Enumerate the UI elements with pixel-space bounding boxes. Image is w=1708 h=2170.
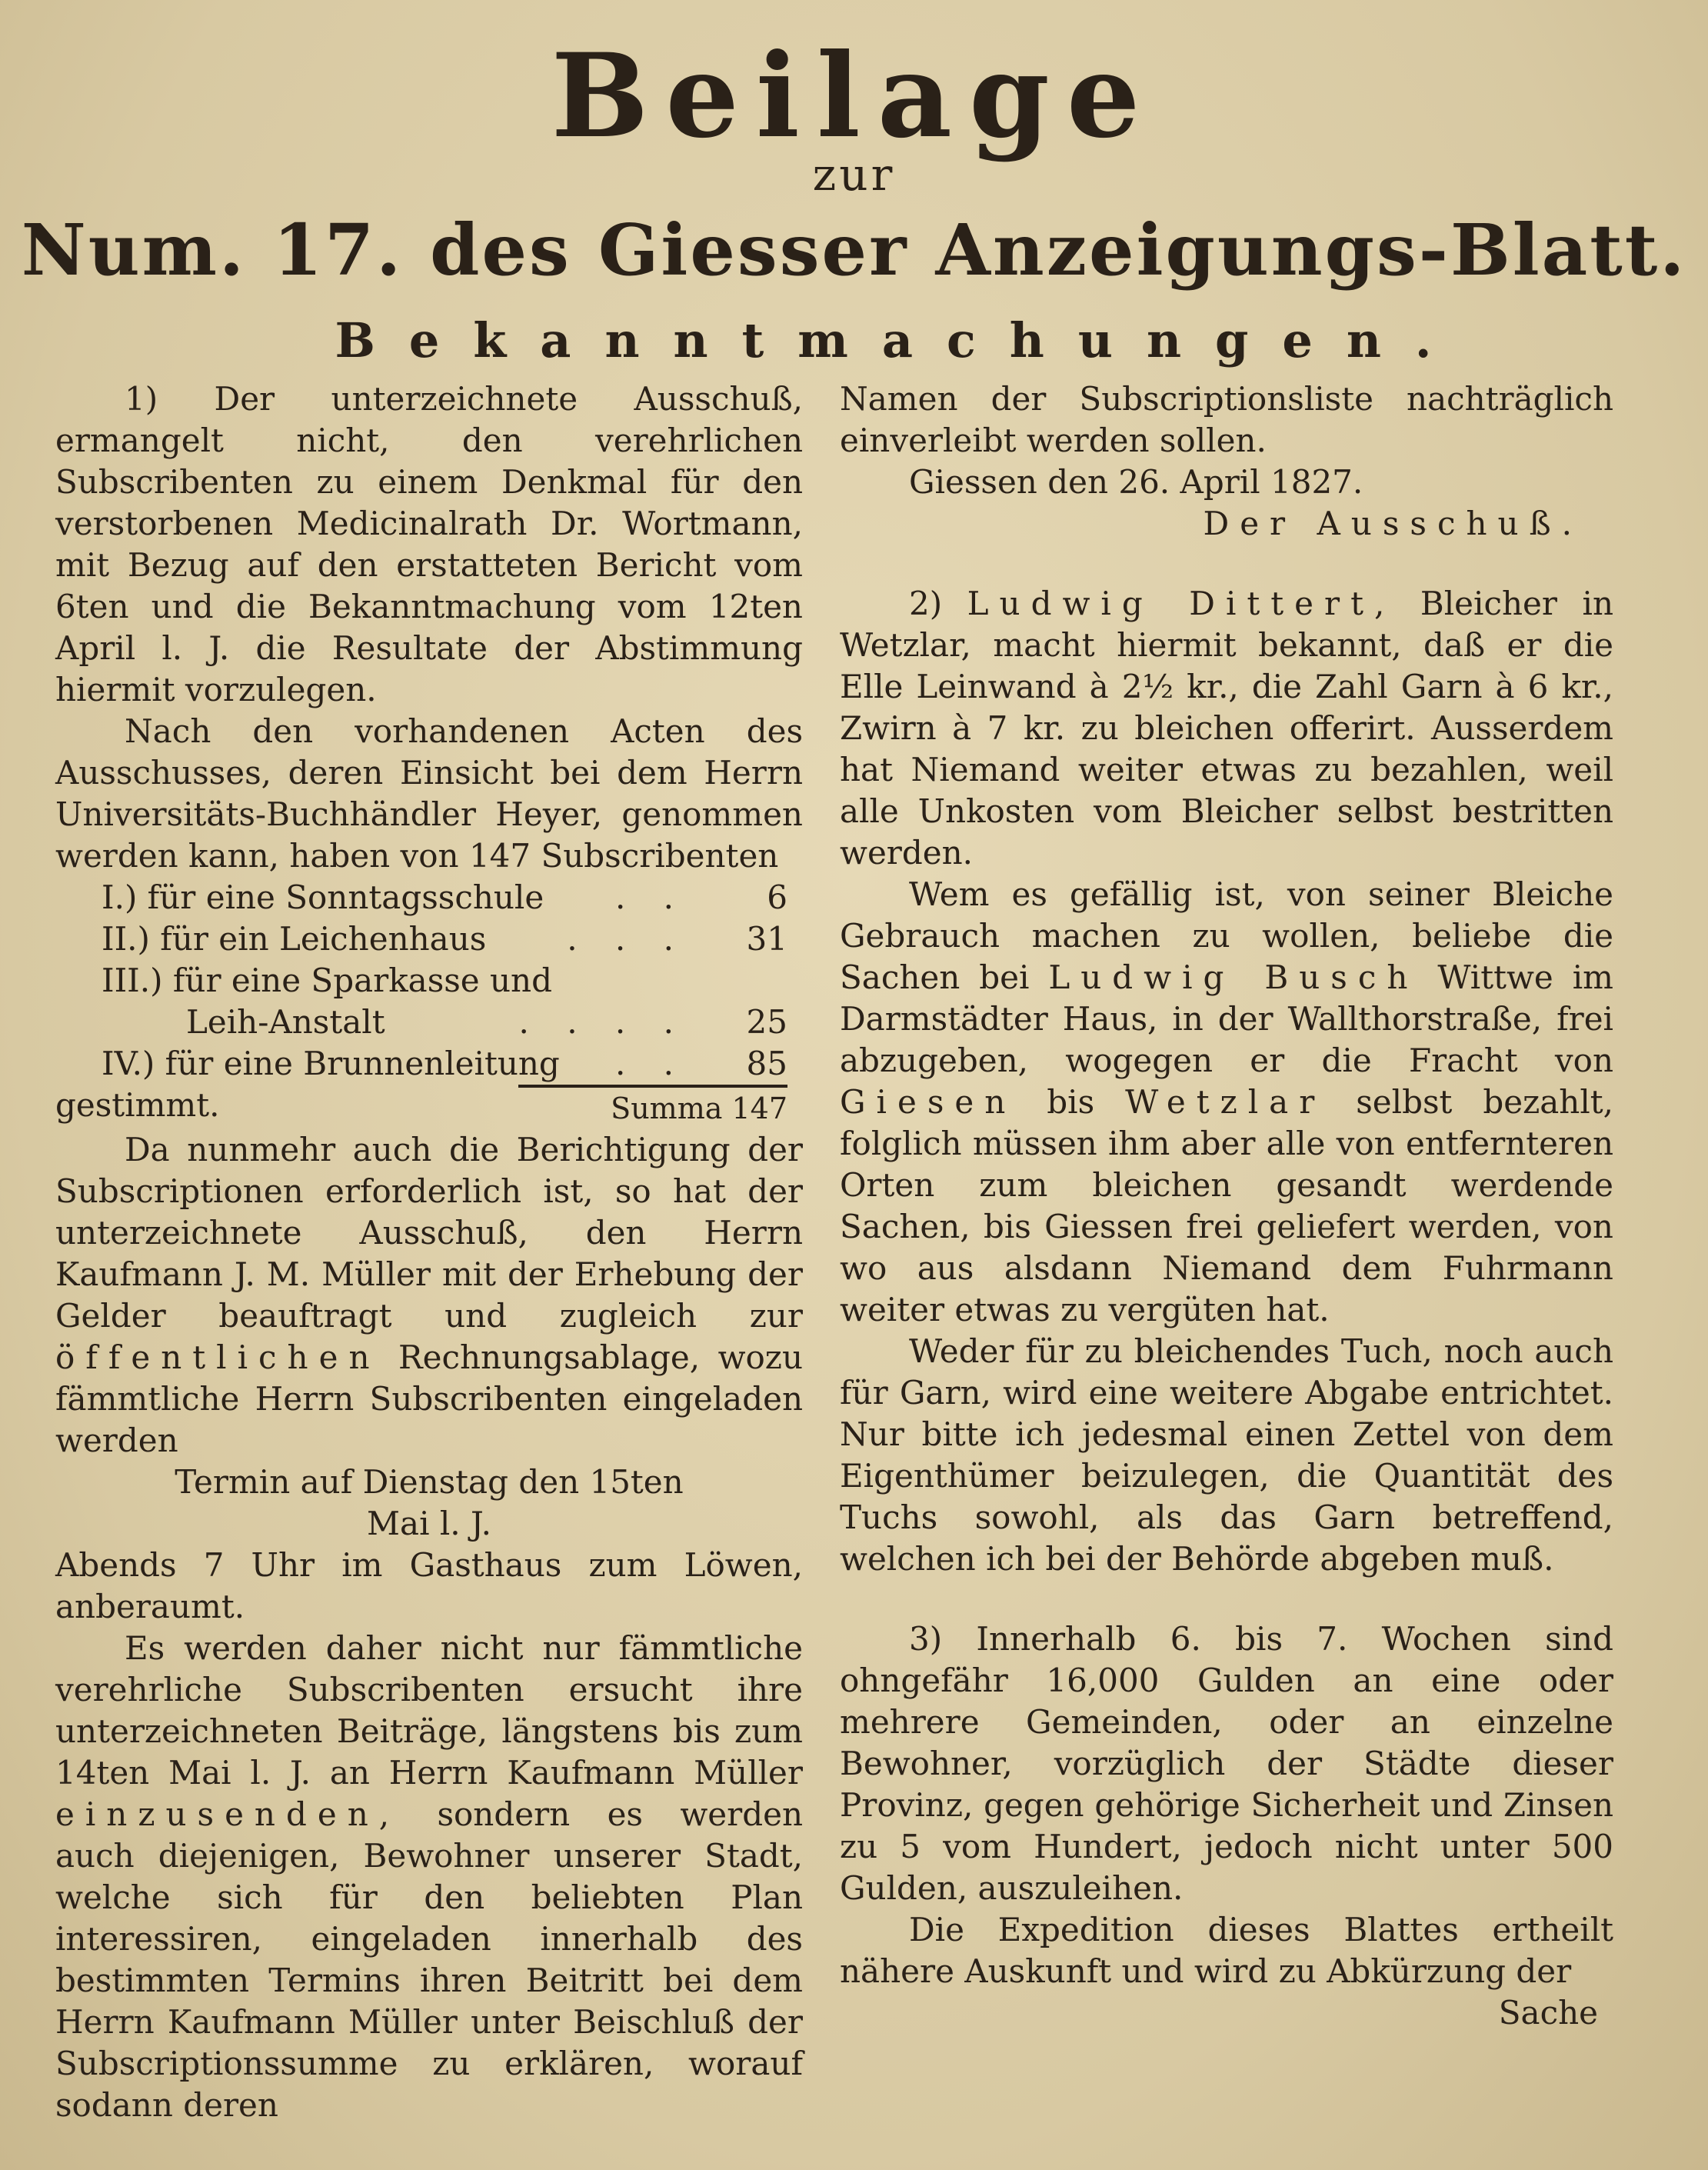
vote-dots: . . — [614, 878, 688, 916]
vote-label: II.) für ein Leichenhaus — [102, 920, 487, 958]
right-paragraph-1: Namen der Subscriptionsliste nachträglich einverleibt werden sollen. — [840, 380, 1613, 459]
person-name: Ludwig Busch — [1048, 958, 1419, 996]
person-name: Ludwig Dittert, — [967, 585, 1396, 622]
text-span: 2) — [909, 585, 943, 622]
vote-row — [55, 1002, 803, 1043]
vote-label: I.) für eine Sonntagsschule — [102, 878, 544, 916]
text-span: Rechnungsablage, wozu fämmtliche Herrn Subscribenten eingeladen werden — [55, 1338, 803, 1459]
vote-count: 25 — [746, 1003, 787, 1041]
emphasis-text: öffentlichen — [55, 1338, 381, 1376]
vote-count: 31 — [746, 920, 787, 958]
right-paragraph-6: Die Expedition dieses Blattes ertheilt nähere Auskunft und wird zu Abkürzung der — [840, 1911, 1613, 1990]
right-column — [840, 378, 1613, 2034]
left-paragraph-1: 1) Der unterzeichnete Ausschuß, ermangelt nicht, den verehrlichen Subscribenten zu einem Denkmal für den verstorbenen Medicinalrath Dr. Wortmann, mit Bezug auf den erstatteten Bericht vom 6ten und die Bekanntmachung vom 12ten April l. J. die Resultate der Abstimmung hiermit vorzulegen. — [55, 380, 803, 708]
title-zur: zur — [812, 148, 896, 201]
dateline: Giessen den 26. April 1827. — [909, 463, 1363, 501]
vote-row — [55, 918, 803, 960]
signature: Der Ausschuß. — [1203, 505, 1583, 542]
vote-count: 85 — [746, 1045, 787, 1082]
catchword: Sache — [1498, 1994, 1598, 2032]
vote-label: III.) für eine Sparkasse und — [102, 962, 552, 999]
vote-list — [55, 877, 803, 1129]
termin-line-2: Mai l. J. — [367, 1505, 491, 1542]
vote-count: 6 — [767, 878, 787, 916]
left-paragraph-4: Abends 7 Uhr im Gasthaus zum Löwen, anberaumt. — [55, 1546, 803, 1625]
gestimmt-text: gestimmt. — [55, 1086, 220, 1124]
right-paragraph-5: 3) Innerhalb 6. bis 7. Wochen sind ohngefähr 16,000 Gulden an eine oder mehrere Gemeinden, oder an einzelne Bewohner, vorzüglich der Städte dieser Provinz, gegen gehörige Sicherheit und Zinsen zu 5 vom Hundert, jedoch nicht unter 500 Gulden, auszuleihen. — [840, 1620, 1613, 1907]
right-paragraph-2 — [840, 583, 1613, 874]
text-span: Es werden daher nicht nur fämmtliche verehrliche Subscribenten ersucht ihre unterzeichneten Beiträge, längstens bis zum 14ten Mai l. J. an Herrn Kaufmann Müller — [55, 1629, 803, 1792]
vote-total: Summa 147 — [518, 1085, 787, 1129]
left-column — [55, 378, 803, 2126]
text-span: Wem es gefällig ist, von seiner Bleiche Gebrauch machen zu wollen, beliebe die Sachen bei — [840, 875, 1613, 996]
vote-dots: . . — [614, 1045, 688, 1082]
section-heading: Bekanntmachungen. — [335, 312, 1466, 368]
text-span: sondern es werden auch diejenigen, Bewohner unserer Stadt, welche sich für den beliebten Plan interessiren, eingeladen innerhalb des bestimmten Termins ihren Beitritt bei dem Herrn Kaufmann Müller unter Beischluß der Subscriptionssumme zu erklären, worauf sodann deren — [55, 1795, 803, 2124]
right-paragraph-4: Weder für zu bleichendes Tuch, noch auch für Garn, wird eine weitere Abgabe entrichtet. Nur bitte ich jedesmal einen Zettel von dem Eigenthümer beizulegen, die Quantität des Tuchs sowohl, als das Garn betreffend, welchen ich bei der Behörde abgeben muß. — [840, 1332, 1613, 1578]
right-paragraph-3 — [840, 874, 1613, 1331]
vote-dots — [552, 960, 718, 1002]
text-span: bis — [1047, 1083, 1095, 1121]
text-span: Wittwe im Darmstädter Haus, in der Wallthorstraße, frei abzugeben, wogegen er die Fracht von — [840, 958, 1613, 1079]
vote-row — [55, 1043, 803, 1085]
place-name: Wetzlar — [1125, 1083, 1326, 1121]
left-paragraph-2: Nach den vorhandenen Acten des Ausschusses, deren Einsicht bei dem Herrn Universitäts-Buchhändler Heyer, genommen werden kann, haben von 147 Subscribenten — [55, 712, 803, 875]
issue-line: Num. 17. des Giesser Anzeigungs-Blatt. — [21, 208, 1687, 292]
vote-dots: . . . — [567, 920, 688, 958]
emphasis-text: einzusenden, — [55, 1795, 401, 1833]
vote-total-row — [55, 1085, 803, 1129]
vote-label: IV.) für eine Brunnenleitung — [102, 1045, 560, 1082]
vote-row — [55, 877, 803, 918]
text-span: selbst bezahlt, folglich müssen ihm aber alle von entfernteren Orten zum bleichen gesandt werdende Sachen, bis Giessen frei geliefert werden, von wo aus alsdann Niemand dem Fuhrmann weiter etwas zu vergüten hat. — [840, 1083, 1613, 1328]
left-paragraph-5 — [55, 1628, 803, 2126]
page-title: Beilage — [551, 28, 1157, 164]
vote-dots: . . . . — [518, 1003, 688, 1041]
text-span: Bleicher in Wetzlar, macht hiermit bekannt, daß er die Elle Leinwand à 2½ kr., die Zahl Garn à 6 kr., Zwirn à 7 kr. zu bleichen offerirt. Ausserdem hat Niemand weiter etwas zu bezahlen, weil alle Unkosten vom Bleicher selbst bestritten werden. — [840, 585, 1613, 872]
vote-label: Leih-Anstalt — [186, 1003, 385, 1041]
place-name: Giesen — [840, 1083, 1017, 1121]
left-paragraph-3 — [55, 1129, 803, 1462]
vote-row — [55, 960, 803, 1002]
vote-count — [718, 960, 787, 1002]
termin-line-1: Termin auf Dienstag den 15ten — [175, 1463, 684, 1501]
text-span: Da nunmehr auch die Berichtigung der Subscriptionen erforderlich ist, so hat der unterzeichnete Ausschuß, den Herrn Kaufmann J. M. Müller mit der Erhebung der Gelder beauftragt und zugleich zur — [55, 1131, 803, 1335]
